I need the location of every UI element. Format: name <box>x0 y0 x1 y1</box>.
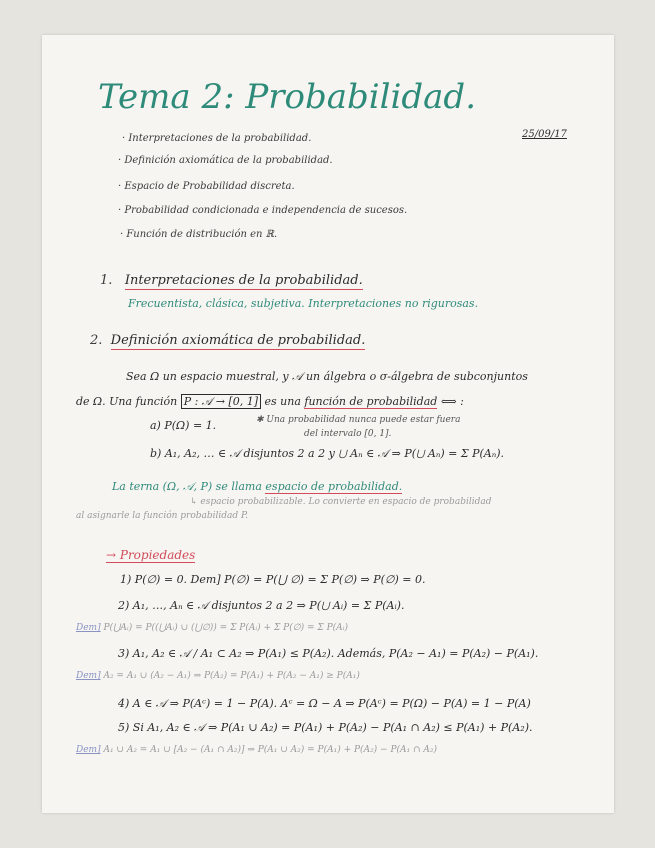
definition-line-1: Sea Ω un espacio muestral, y 𝒜 un álgebra o σ-álgebra de subconjuntos <box>126 370 528 383</box>
axiom-a-note-2: del intervalo [0, 1]. <box>304 429 392 439</box>
section-1-text: Frecuentista, clásica, subjetiva. Interpretaciones no rigurosas. <box>128 297 479 310</box>
property-3: 3) A₁, A₂ ∈ 𝒜 / A₁ ⊂ A₂ ⇒ P(A₁) ≤ P(A₂). Además, P(A₂ − A₁) = P(A₂) − P(A₁). <box>118 647 539 660</box>
toc-item: · Definición axiomática de la probabilidad. <box>118 155 333 166</box>
property-5: 5) Si A₁, A₂ ∈ 𝒜 ⇒ P(A₁ ∪ A₂) = P(A₁) + P(A₂) − P(A₁ ∩ A₂) ≤ P(A₁) + P(A₂). <box>118 721 533 734</box>
triple-line: La terna (Ω, 𝒜, P) se llama espacio de probabilidad. <box>112 480 403 493</box>
property-4: 4) A ∈ 𝒜 ⇒ P(Aᶜ) = 1 − P(A). Aᶜ = Ω − A ⇒ P(Aᶜ) = P(Ω) − P(A) = 1 − P(A) <box>118 697 531 710</box>
toc-item: · Espacio de Probabilidad discreta. <box>118 181 295 192</box>
triple-note-2: al asignarle la función probabilidad P. <box>76 511 249 521</box>
toc-item: · Función de distribución en ℝ. <box>120 229 278 240</box>
toc-item: · Interpretaciones de la probabilidad. <box>122 133 312 144</box>
property-2-proof: Dem] P(⋃Aᵢ) = P((⋃Aᵢ) ∪ (⋃∅)) = Σ P(Aᵢ) + Σ P(∅) = Σ P(Aᵢ) <box>76 623 348 633</box>
properties-heading: → Propiedades <box>106 548 196 562</box>
page-title: Tema 2: Probabilidad. <box>98 77 477 117</box>
toc-item: · Probabilidad condicionada e independencia de sucesos. <box>118 205 408 216</box>
axiom-a: a) P(Ω) = 1. <box>150 419 217 432</box>
axiom-a-note-1: ✱ Una probabilidad nunca puede estar fuera <box>256 415 461 425</box>
property-1: 1) P(∅) = 0. Dem] P(∅) = P(⋃ ∅) = Σ P(∅) ⇒ P(∅) = 0. <box>120 573 426 586</box>
section-1-heading: 1. Interpretaciones de la probabilidad. <box>100 273 363 288</box>
axiom-b: b) A₁, A₂, … ∈ 𝒜 disjuntos 2 a 2 y ⋃ Aₙ ∈ 𝒜 ⇒ P(⋃ Aₙ) = Σ P(Aₙ). <box>150 447 504 460</box>
definition-line-2: de Ω. Una función P : 𝒜 → [0, 1] es una función de probabilidad ⟺ : <box>76 395 464 408</box>
property-2: 2) A₁, …, Aₙ ∈ 𝒜 disjuntos 2 a 2 ⇒ P(⋃ Aᵢ) = Σ P(Aᵢ). <box>118 599 405 612</box>
property-5-proof: Dem] A₁ ∪ A₂ = A₁ ∪ [A₂ − (A₁ ∩ A₂)] ⇒ P(A₁ ∪ A₂) = P(A₁) + P(A₂) − P(A₁ ∩ A₂) <box>76 745 438 755</box>
date-stamp: 25/09/17 <box>522 129 567 140</box>
triple-note: ↳ espacio probabilizable. Lo convierte en espacio de probabilidad <box>190 497 492 507</box>
section-2-heading: 2. Definición axiomática de probabilidad. <box>90 333 366 348</box>
property-3-proof: Dem] A₂ = A₁ ∪ (A₂ − A₁) ⇒ P(A₂) = P(A₁) + P(A₂ − A₁) ≥ P(A₁) <box>76 671 360 681</box>
notebook-page <box>42 35 614 813</box>
